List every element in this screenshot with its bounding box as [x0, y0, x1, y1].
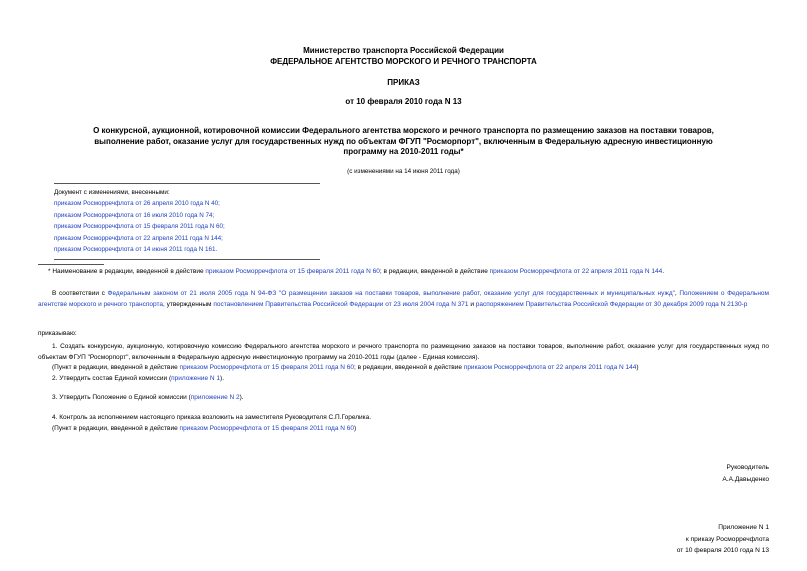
signatory-role: Руководитель	[726, 464, 769, 471]
changes-heading: Документ с изменениями, внесенными:	[54, 189, 170, 196]
note-link[interactable]: приказом Росморречфлота от 15 февраля 2011 года N 60	[179, 364, 355, 371]
footnote-divider	[38, 264, 104, 265]
signature-block	[722, 462, 769, 485]
signatory-name: А.А.Давыденко	[722, 475, 769, 483]
footnote-link[interactable]: приказом Росморречфлота от 15 февраля 2011 года N 60	[205, 268, 380, 275]
change-link[interactable]: приказом Росморречфлота от 16 июля 2010 года N 74;	[54, 211, 215, 219]
change-link[interactable]: приказом Росморречфлота от 14 июня 2011 года N 161.	[54, 246, 218, 254]
title-line: выполнение работ, оказание услуг для государственных нужд по объектам ФГУП "Росморпорт", включенным в Федеральную адресную инвестиционную	[94, 136, 713, 146]
document-title	[60, 126, 747, 158]
item-4: 4. Контроль за исполнением настоящего приказа возложить на заместителя Руководителя С.П.Горелика.	[52, 414, 372, 421]
changes-box	[54, 183, 320, 260]
basis-paragraph: В соответствии с Федеральным законом от 21 июля 2005 года N 94-ФЗ "О размещении заказов на поставки товаров, выполнение работ, оказание услуг для государственных и муниципальных нужд", Положением о Федеральном агентстве морского и речного транспорта, утвержденным постановлением Правительства Российской Федерации от 23 июля 2004 года N 371 и распоряжением Правительства Российской Федерации от 30 декабря 2009 года N 2130-р	[38, 290, 769, 308]
amendment-note: (с изменениями на 14 июня 2011 года)	[347, 168, 460, 175]
appendix-line: к приказу Росморречфлота	[685, 535, 769, 543]
note-link[interactable]: приказом Росморречфлота от 22 апреля 2011 года N 144	[463, 364, 637, 371]
item-2: 2. Утвердить состав Единой комиссии (приложение N 1).	[52, 375, 225, 382]
appendix-heading	[677, 522, 769, 557]
footnote: * Наименование в редакции, введенной в действие приказом Росморречфлота от 15 февраля 2011 года N 60; в редакции, введенной в действие приказом Росморречфлота от 22 апреля 2011 года N 144.	[48, 268, 665, 275]
change-link[interactable]: приказом Росморречфлота от 15 февраля 2011 года N 60;	[54, 223, 225, 231]
agency-name: ФЕДЕРАЛЬНОЕ АГЕНТСТВО МОРСКОГО И РЕЧНОГО ТРАНСПОРТА	[270, 57, 537, 66]
appendix-line: от 10 февраля 2010 года N 13	[676, 547, 769, 554]
law-link[interactable]: Федеральным законом от 21 июля 2005 года N 94-ФЗ "О размещении заказов на поставки товаров, выполнение работ, оказание услуг для государственных и муниципальных нужд"	[107, 290, 675, 297]
item-1-note: (Пункт в редакции, введенной в действие приказом Росморречфлота от 15 февраля 2011 года N 60; в редакции, введенной в действие приказом Росморречфлота от 22 апреля 2011 года N 144)	[52, 364, 639, 371]
footnote-link[interactable]: приказом Росморречфлота от 22 апреля 2011 года N 144	[489, 268, 663, 275]
item-3: 3. Утвердить Положение о Единой комиссии (приложение N 2).	[52, 394, 244, 401]
appendix-2-link[interactable]: приложение N 2	[190, 394, 240, 401]
title-line: программу на 2010-2011 годы*	[343, 147, 464, 157]
change-link[interactable]: приказом Росморречфлота от 22 апреля 2011 года N 144;	[54, 234, 223, 242]
document-type: ПРИКАЗ	[387, 78, 420, 87]
regulation-link[interactable]: Положением о Федеральном агентстве морского и речного транспорта	[38, 290, 769, 308]
document-date: от 10 февраля 2010 года N 13	[345, 97, 462, 106]
ministry-name: Министерство транспорта Российской Федерации	[303, 46, 504, 55]
appendix-1-link[interactable]: приложение N 1	[171, 375, 221, 382]
item-1: 1. Создать конкурсную, аукционную, котировочную комиссию Федерального агентства морского и речного транспорта по размещению заказов на поставки товаров, выполнение работ, оказание услуг для государственных нужд по объектам ФГУП "Росморпорт", включенным в Федеральную адресную инвестиционную программу на 2010-2011 годы (далее - Единая комиссия).	[38, 343, 769, 361]
appendix-line: Приложение N 1	[718, 524, 769, 531]
title-line: О конкурсной, аукционной, котировочной комиссии Федерального агентства морского и речного транспорта по размещению заказов на поставки товаров,	[93, 126, 714, 135]
note-link[interactable]: приказом Росморречфлота от 15 февраля 2011 года N 60	[179, 425, 355, 432]
order-link[interactable]: распоряжением Правительства Российской Федерации от 30 декабря 2009 года N 2130-р	[475, 300, 748, 308]
item-4-note: (Пункт в редакции, введенной в действие приказом Росморречфлота от 15 февраля 2011 года N 60)	[52, 425, 357, 432]
change-link[interactable]: приказом Росморречфлота от 26 апреля 2010 года N 40;	[54, 200, 220, 208]
order-word: приказываю:	[38, 330, 77, 337]
resolution-link[interactable]: постановлением Правительства Российской Федерации от 23 июля 2004 года N 371	[213, 300, 469, 308]
